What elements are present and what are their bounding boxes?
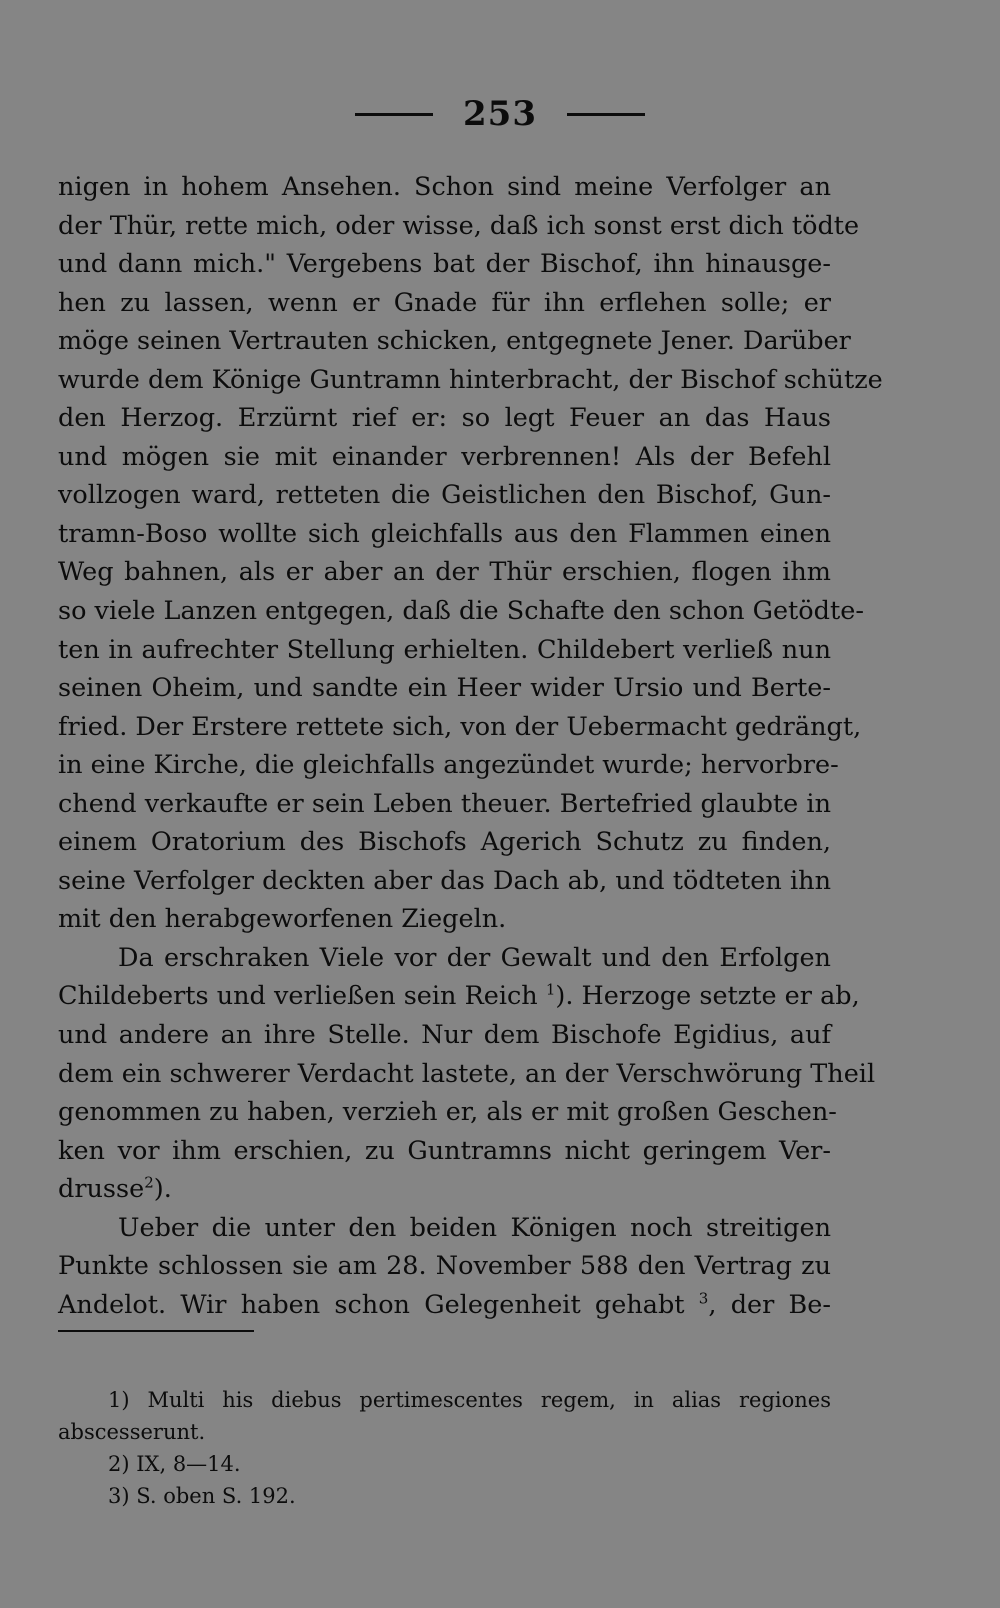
footnote-3: 3) S. oben S. 192. [108, 1484, 296, 1508]
text-line: genommen zu haben, verzieh er, als er mit großen Geschen- [58, 1097, 837, 1128]
page-number: 253 [463, 94, 537, 134]
text-line: und mögen sie mit einander verbrennen! Als der Befehl [58, 441, 831, 472]
text-line: so viele Lanzen entgegen, daß die Schafte den schon Getödte- [58, 596, 864, 627]
text-line: den Herzog. Erzürnt rief er: so legt Feuer an das Haus [58, 403, 831, 434]
text-segment: ). Herzoge setzte er ab, [555, 981, 860, 1012]
text-line: dem ein schwerer Verdacht lastete, an der Verschwörung Theil [58, 1058, 876, 1089]
text-line: hen zu lassen, wenn er Gnade für ihn erflehen solle; er [58, 287, 831, 318]
text-line: seine Verfolger deckten aber das Dach ab, und tödteten ihn [58, 865, 831, 896]
text-line: seinen Oheim, und sandte ein Heer wider Ursio und Berte- [58, 673, 831, 704]
footnote-ref-2: 2 [144, 1173, 154, 1192]
text-line: der Thür, rette mich, oder wisse, daß ich sonst erst dich tödte [58, 210, 860, 241]
text-line: ten in aufrechter Stellung erhielten. Childebert verließ nun [58, 634, 831, 665]
text-line: und andere an ihre Stelle. Nur dem Bischofe Egidius, auf [58, 1020, 831, 1051]
footnote-1-continuation: abscesserunt. [58, 1420, 206, 1444]
text-line: Punkte schlossen sie am 28. November 588 den Vertrag zu [58, 1251, 831, 1282]
text-line: mit den herabgeworfenen Ziegeln. [58, 904, 507, 935]
text-line: wurde dem Könige Guntramn hinterbracht, der Bischof schütze [58, 364, 883, 395]
text-segment: ). [153, 1174, 172, 1205]
text-line-with-footnote-ref [58, 1170, 831, 1209]
text-line: einem Oratorium des Bischofs Agerich Schutz zu finden, [58, 827, 831, 858]
header-rule-right [567, 113, 645, 116]
footnote-ref-3: 3 [698, 1289, 709, 1308]
body-text [58, 168, 883, 1324]
text-line: nigen in hohem Ansehen. Schon sind meine Verfolger an [58, 172, 831, 202]
text-line: möge seinen Vertrauten schicken, entgegnete Jener. Darüber [58, 326, 851, 357]
page-header [0, 94, 1000, 134]
text-line: und dann mich." Vergebens bat der Bischof, ihn hinausge- [58, 249, 831, 280]
text-line: fried. Der Erstere rettete sich, von der Uebermacht gedrängt, [58, 711, 862, 742]
footnotes [58, 1384, 831, 1512]
text-line: Da erschraken Viele vor der Gewalt und den Erfolgen [118, 942, 831, 973]
footnote-2: 2) IX, 8—14. [108, 1452, 241, 1476]
text-line: Weg bahnen, als er aber an der Thür erschien, flogen ihm [58, 557, 831, 588]
text-segment: drusse [58, 1174, 145, 1205]
text-line: ken vor ihm erschien, zu Guntramns nicht geringem Ver- [58, 1135, 831, 1166]
footnote-ref-1: 1 [545, 980, 556, 999]
text-line: in eine Kirche, die gleichfalls angezündet wurde; hervorbre- [58, 750, 839, 781]
footnote-1: 1) Multi his diebus pertimescentes regem, in alias regiones [108, 1388, 831, 1412]
text-line: chend verkaufte er sein Leben theuer. Bertefried glaubte in [58, 788, 831, 819]
text-line-with-footnote-ref [58, 1286, 831, 1325]
text-segment: Andelot. Wir haben schon Gelegenheit gehabt [58, 1289, 685, 1320]
text-line-with-footnote-ref [58, 977, 860, 1016]
text-segment: Childeberts und verließen sein Reich [58, 981, 538, 1012]
text-line: Ueber die unter den beiden Königen noch streitigen [118, 1212, 831, 1243]
text-line: tramn-Boso wollte sich gleichfalls aus den Flammen einen [58, 518, 831, 549]
footnote-separator [58, 1330, 254, 1332]
text-line: vollzogen ward, retteten die Geistlichen den Bischof, Gun- [58, 480, 831, 511]
text-segment: , der Be- [708, 1289, 831, 1320]
header-rule-left [355, 113, 433, 116]
